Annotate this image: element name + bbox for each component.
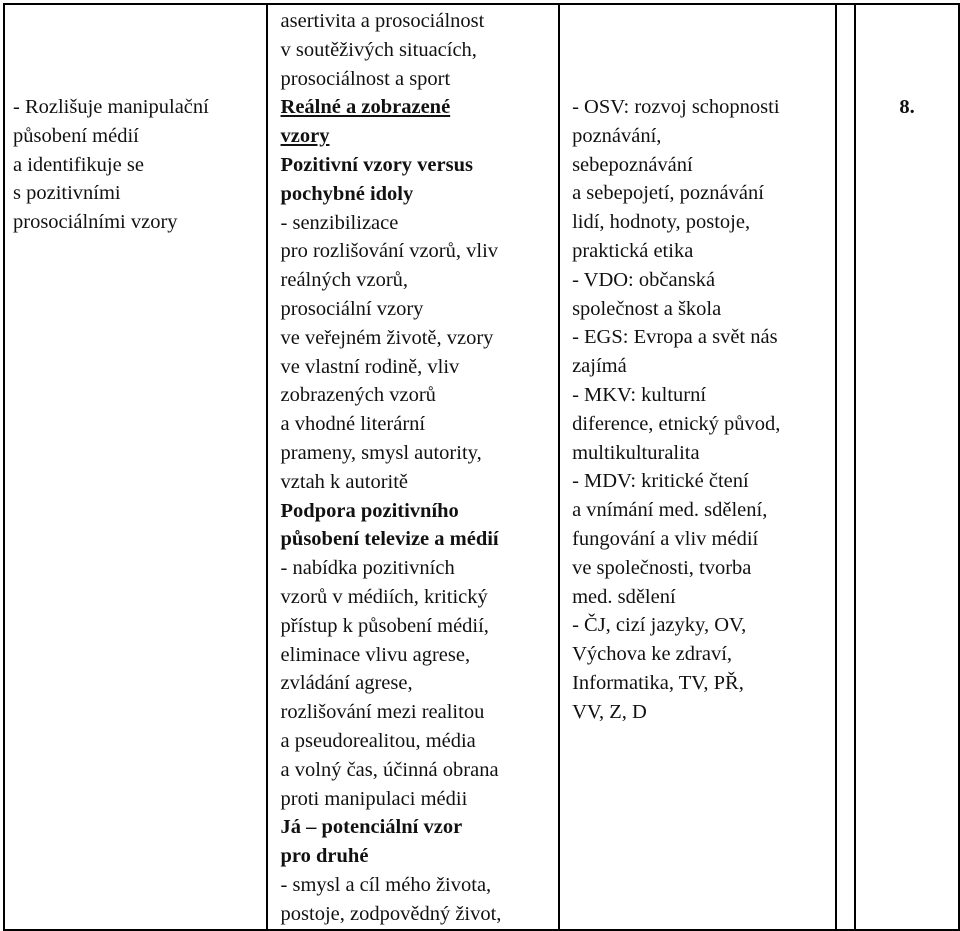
- text-line: Podpora pozitivního: [280, 499, 459, 522]
- text-line: a vhodné literární: [280, 413, 426, 436]
- text-line: a vnímání med. sdělení,: [572, 499, 768, 522]
- text-line: - OSV: rozvoj schopnosti: [572, 96, 780, 118]
- text-line: postoje, zodpovědný život,: [280, 902, 502, 925]
- grade-label: 8.: [899, 96, 915, 118]
- text-line: ve vlastní rodině, vliv: [280, 355, 460, 378]
- text-line: pochybné idoly: [280, 182, 414, 205]
- text-line: zobrazených vzorů: [280, 384, 436, 407]
- text-line: s pozitivními: [13, 182, 121, 205]
- text-line: - smysl a cíl mého života,: [280, 873, 492, 896]
- topic-text: [268, 5, 559, 929]
- text-line: rozlišování mezi realitou: [280, 701, 485, 724]
- text-line: ve veřejném životě, vzory: [280, 326, 494, 349]
- text-line: Já – potenciální vzor: [280, 816, 463, 839]
- curriculum-table: [3, 3, 960, 931]
- text-line: vzorů v médiích, kritický: [280, 585, 488, 608]
- text-line: zajímá: [572, 355, 627, 378]
- text-line: reálných vzorů,: [280, 269, 409, 292]
- text-line: a pseudorealitou, média: [280, 729, 476, 752]
- text-line: diference, etnický původ,: [572, 412, 781, 435]
- text-line: pro druhé: [280, 845, 369, 868]
- outcome-cell: [4, 4, 267, 930]
- text-line: multikulturalita: [572, 441, 700, 464]
- text-line: působení televize a médií: [280, 528, 499, 551]
- text-line: - VDO: občanská: [572, 268, 716, 291]
- text-line: prosociální vzory: [280, 297, 424, 320]
- text-line: Informatika, TV, PŘ,: [572, 671, 744, 694]
- text-line: lidí, hodnoty, postoje,: [572, 211, 751, 234]
- text-line: - nabídka pozitivních: [280, 557, 455, 580]
- text-line: asertivita a prosociálnost: [280, 10, 485, 32]
- text-line: prosociálnost a sport: [280, 67, 451, 90]
- table-row: [4, 4, 959, 930]
- text-line: fungování a vliv médií: [572, 527, 759, 550]
- text-line: působení médií: [13, 124, 139, 147]
- empty-cell: [836, 4, 856, 930]
- text-line: Výchova ke zdraví,: [572, 643, 733, 666]
- text-line: přístup k působení médií,: [280, 614, 489, 637]
- text-line: - EGS: Evropa a svět nás: [572, 326, 778, 349]
- text-line: a sebepojetí, poznávání: [572, 182, 764, 205]
- topic-cell: [267, 4, 560, 930]
- text-line: - Rozlišuje manipulační: [13, 96, 209, 118]
- text-line: - ČJ, cizí jazyky, OV,: [572, 614, 747, 637]
- text-line: praktická etika: [572, 239, 694, 262]
- text-line: VV, Z, D: [572, 700, 647, 723]
- cross-curricular-text: [560, 5, 835, 727]
- text-line: - MKV: kulturní: [572, 383, 707, 406]
- text-line: společnost a škola: [572, 297, 722, 320]
- text-line: a volný čas, účinná obrana: [280, 758, 499, 781]
- text-line: pro rozlišování vzorů, vliv: [280, 240, 499, 263]
- text-line: vzory: [280, 125, 330, 148]
- text-line: prosociálními vzory: [13, 211, 178, 234]
- text-line: v soutěživých situacích,: [280, 38, 477, 61]
- grade-cell: [855, 4, 959, 930]
- text-line: - senzibilizace: [280, 211, 399, 234]
- text-line: Reálné a zobrazené: [280, 96, 451, 119]
- text-line: poznávání,: [572, 124, 662, 147]
- outcome-text: [5, 5, 266, 237]
- text-line: sebepoznávání: [572, 153, 693, 176]
- text-line: prameny, smysl autority,: [280, 441, 482, 464]
- text-line: proti manipulaci médii: [280, 787, 468, 810]
- text-line: Pozitivní vzory versus: [280, 153, 473, 176]
- text-line: zvládání agrese,: [280, 672, 413, 695]
- text-line: vztah k autoritě: [280, 470, 409, 493]
- text-line: med. sdělení: [572, 585, 676, 608]
- text-line: ve společnosti, tvorba: [572, 556, 752, 579]
- cross-curricular-cell: [559, 4, 836, 930]
- text-line: eliminace vlivu agrese,: [280, 643, 471, 666]
- text-line: - MDV: kritické čtení: [572, 470, 749, 493]
- text-line: a identifikuje se: [13, 153, 144, 176]
